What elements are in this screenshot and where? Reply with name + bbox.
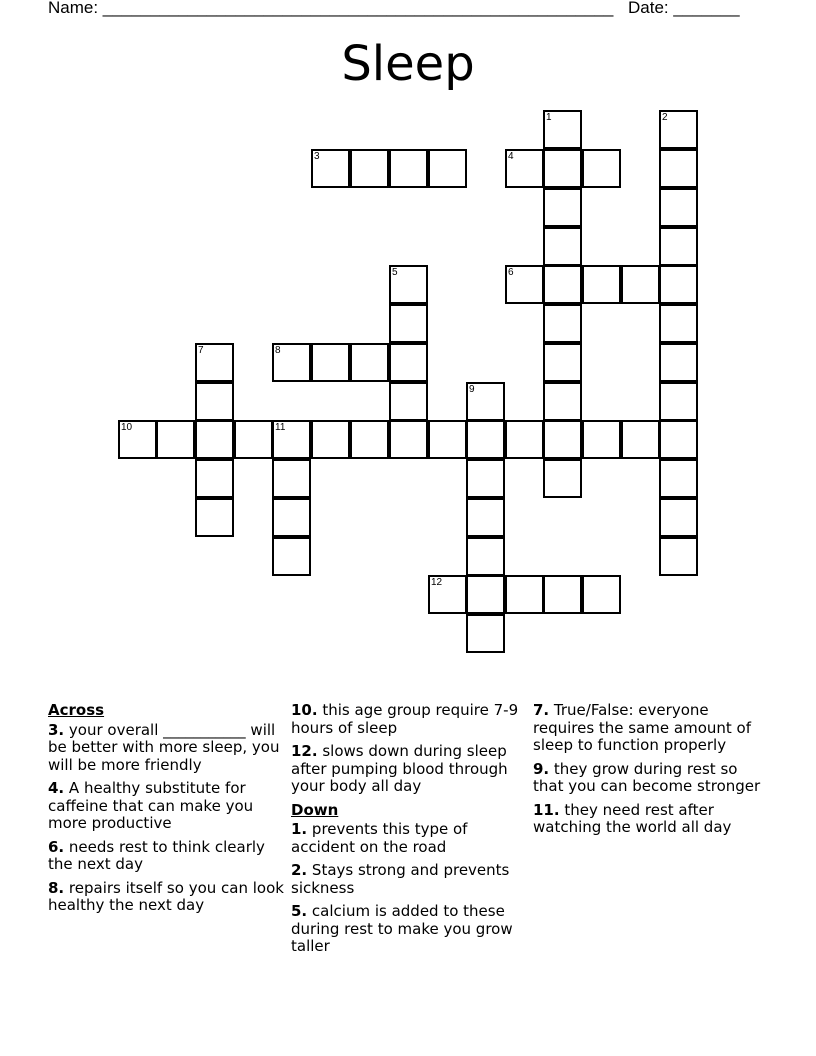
clue-across-12: 12. slows down during sleep after pumping blood through your body all day	[291, 742, 508, 795]
date-field-label: Date: _______	[628, 0, 740, 17]
clue-number: 7	[198, 345, 204, 356]
name-field-label: Name: ______________________________________________________	[48, 0, 614, 17]
clue-across-10: 10. this age group require 7-9 hours of sleep	[291, 701, 519, 737]
grid-cell[interactable]	[659, 149, 698, 188]
grid-cell[interactable]	[659, 110, 698, 149]
grid-cell[interactable]	[389, 420, 428, 459]
grid-cell[interactable]	[311, 343, 350, 382]
grid-cell[interactable]	[389, 382, 428, 421]
grid-cell[interactable]	[428, 575, 467, 614]
grid-cell[interactable]	[466, 575, 505, 614]
grid-cell[interactable]	[543, 110, 582, 149]
grid-cell[interactable]	[505, 149, 544, 188]
down-heading: Down	[291, 800, 339, 819]
grid-cell[interactable]	[659, 188, 698, 227]
grid-cell[interactable]	[389, 304, 428, 343]
clue-number: 9	[469, 384, 475, 395]
clue-across-8: 8. repairs itself so you can look healthy the next day	[48, 878, 284, 914]
grid-cell[interactable]	[466, 537, 505, 576]
grid-cell[interactable]	[234, 420, 273, 459]
grid-cell[interactable]	[389, 265, 428, 304]
grid-cell[interactable]	[466, 420, 505, 459]
grid-cell[interactable]	[311, 149, 350, 188]
clue-number: 3	[314, 151, 320, 162]
clue-down-11: 11. they need rest after watching the world all day	[533, 800, 732, 836]
grid-cell[interactable]	[272, 498, 311, 537]
grid-cell[interactable]	[659, 304, 698, 343]
grid-cell[interactable]	[466, 614, 505, 653]
grid-cell[interactable]	[428, 149, 467, 188]
clue-number: 1	[546, 112, 552, 123]
grid-cell[interactable]	[466, 382, 505, 421]
clue-down-9: 9. they grow during rest so that you can become stronger	[533, 759, 761, 795]
page-title: Sleep	[341, 36, 475, 92]
grid-cell[interactable]	[543, 304, 582, 343]
grid-cell[interactable]	[659, 498, 698, 537]
clue-down-1: 1. prevents this type of accident on the road	[291, 820, 468, 856]
grid-cell[interactable]	[195, 382, 234, 421]
clues-column-3	[533, 702, 769, 843]
grid-cell[interactable]	[272, 343, 311, 382]
clue-across-4: 4. A healthy substitute for caffeine that can make you more productive	[48, 779, 254, 832]
clue-number: 2	[662, 112, 668, 123]
grid-cell[interactable]	[543, 343, 582, 382]
grid-cell[interactable]	[543, 459, 582, 498]
grid-cell[interactable]	[621, 420, 660, 459]
grid-cell[interactable]	[272, 459, 311, 498]
grid-cell[interactable]	[582, 575, 621, 614]
clue-down-7: 7. True/False: everyone requires the same amount of sleep to function properly	[533, 701, 752, 754]
grid-cell[interactable]	[466, 459, 505, 498]
grid-cell[interactable]	[543, 575, 582, 614]
clue-number: 4	[508, 151, 514, 162]
grid-cell[interactable]	[659, 343, 698, 382]
clue-number: 10	[121, 422, 133, 433]
clue-number: 5	[392, 267, 398, 278]
grid-cell[interactable]	[543, 420, 582, 459]
grid-cell[interactable]	[659, 382, 698, 421]
grid-cell[interactable]	[582, 149, 621, 188]
grid-cell[interactable]	[272, 537, 311, 576]
grid-cell[interactable]	[389, 149, 428, 188]
grid-cell[interactable]	[543, 227, 582, 266]
grid-cell[interactable]	[466, 498, 505, 537]
grid-cell[interactable]	[543, 265, 582, 304]
clue-down-2: 2. Stays strong and prevents sickness	[291, 861, 510, 897]
grid-cell[interactable]	[428, 420, 467, 459]
grid-cell[interactable]	[543, 149, 582, 188]
grid-cell[interactable]	[272, 420, 311, 459]
clue-across-3: 3. your overall ___________ will be better with more sleep, you will be more friendly	[48, 720, 280, 774]
grid-cell[interactable]	[311, 420, 350, 459]
clue-number: 12	[431, 577, 443, 588]
grid-cell[interactable]	[543, 188, 582, 227]
clue-across-6: 6. needs rest to think clearly the next day	[48, 837, 265, 873]
grid-cell[interactable]	[350, 343, 389, 382]
grid-cell[interactable]	[582, 420, 621, 459]
grid-cell[interactable]	[659, 537, 698, 576]
grid-cell[interactable]	[505, 575, 544, 614]
clue-number: 8	[275, 345, 281, 356]
grid-cell[interactable]	[118, 420, 157, 459]
grid-cell[interactable]	[505, 265, 544, 304]
grid-cell[interactable]	[659, 459, 698, 498]
clue-number: 11	[275, 422, 286, 433]
grid-cell[interactable]	[659, 227, 698, 266]
grid-cell[interactable]	[156, 420, 195, 459]
clue-down-5: 5. calcium is added to these during rest to make you grow taller	[291, 902, 513, 955]
grid-cell[interactable]	[350, 420, 389, 459]
grid-cell[interactable]	[195, 498, 234, 537]
grid-cell[interactable]	[659, 265, 698, 304]
across-heading: Across	[48, 701, 105, 719]
grid-cell[interactable]	[543, 382, 582, 421]
grid-cell[interactable]	[195, 459, 234, 498]
clues-column-2	[291, 702, 527, 962]
grid-cell[interactable]	[505, 420, 544, 459]
clue-number: 6	[508, 267, 514, 278]
clues-column-1	[48, 702, 284, 921]
grid-cell[interactable]	[389, 343, 428, 382]
grid-cell[interactable]	[659, 420, 698, 459]
grid-cell[interactable]	[350, 149, 389, 188]
grid-cell[interactable]	[195, 420, 234, 459]
grid-cell[interactable]	[582, 265, 621, 304]
grid-cell[interactable]	[195, 343, 234, 382]
grid-cell[interactable]	[621, 265, 660, 304]
